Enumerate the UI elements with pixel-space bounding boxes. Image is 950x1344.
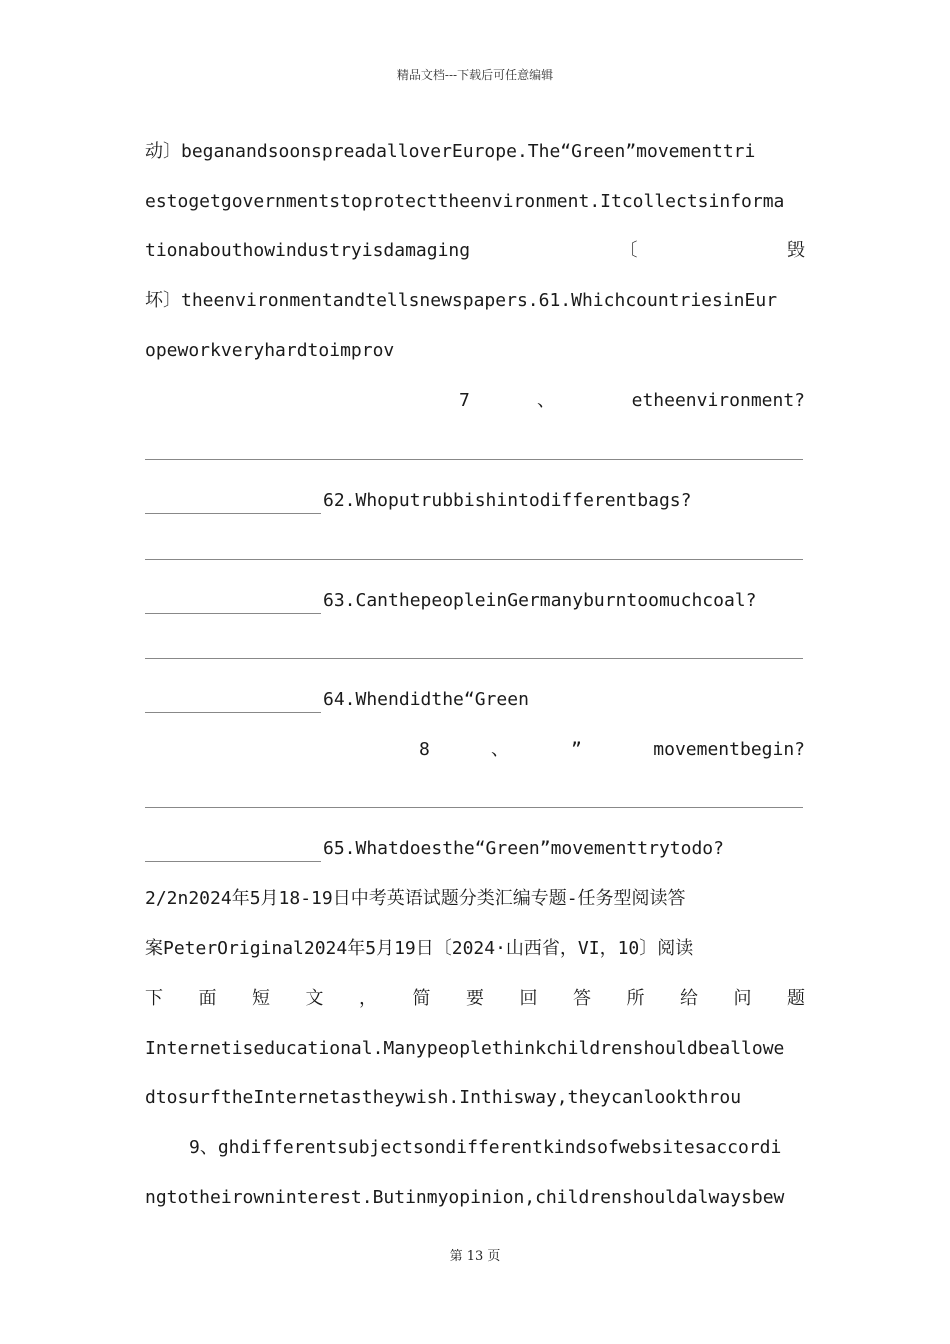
text-line: 2/2n2024年5月18-19日中考英语试题分类汇编专题-任务型阅读答 — [145, 888, 686, 909]
answer-blank — [145, 495, 321, 514]
text-segment: 7 — [459, 390, 470, 411]
text-char: 面 — [198, 988, 217, 1009]
text-line: ngtotheirowninterest.Butinmyopinion,childrenshouldalwaysbew — [145, 1187, 785, 1208]
text-char: 文 — [305, 988, 324, 1009]
text-segment: 、 — [491, 739, 509, 760]
text-segment: movementbegin? — [653, 739, 805, 760]
answer-line — [145, 559, 803, 560]
text-segment: etheenvironment? — [631, 390, 805, 411]
page-header: 精品文档---下载后可任意编辑 — [396, 68, 554, 82]
question-text: 65.Whatdoesthe“Green”movementtrytodo? — [323, 838, 724, 859]
question-line — [145, 588, 805, 614]
text-char: 简 — [412, 988, 431, 1009]
text-segment: tionabouthowindustryisdamaging — [145, 240, 471, 261]
text-segment: 、 — [537, 390, 555, 411]
text-char: 给 — [680, 988, 698, 1009]
answer-blank — [145, 843, 321, 862]
page-footer: 第 13 页 — [449, 1249, 501, 1264]
text-line: 坏〕theenvironmentandtellsnewspapers.61.WhichcountriesinEur — [145, 290, 778, 311]
text-char: 题 — [787, 988, 805, 1009]
answer-blank — [145, 694, 321, 713]
text-segment: 〔 — [619, 240, 638, 261]
text-line — [145, 986, 805, 1012]
text-line: opeworkveryhardtoimprov — [145, 340, 395, 361]
question-line — [145, 687, 805, 713]
text-char: 短 — [252, 988, 270, 1009]
text-line: dtosurftheInternetastheywish.Inthisway,theycanlookthrou — [145, 1087, 742, 1108]
text-line: 9、ghdifferentsubjectsondifferentkindsofwebsitesaccordi — [189, 1137, 782, 1158]
text-segment: 毁 — [786, 240, 805, 261]
text-segment: 8 — [419, 739, 430, 760]
text-char: 要 — [466, 988, 484, 1009]
text-char: 答 — [573, 988, 591, 1009]
text-line: 案PeterOriginal2024年5月19日〔2024·山西省，VI，10〕阅读 — [145, 938, 694, 959]
text-char: ， — [359, 988, 377, 1009]
text-segment: ” — [571, 739, 582, 760]
text-char: 下 — [145, 988, 163, 1009]
text-char: 回 — [519, 988, 538, 1009]
question-text: 62.Whoputrubbishintodifferentbags? — [323, 490, 692, 511]
question-line — [145, 836, 805, 862]
question-line — [145, 488, 805, 514]
text-line — [145, 388, 805, 414]
answer-blank — [145, 595, 321, 614]
text-line: 动〕beganandsoonspreadalloverEurope.The“Green”movementtri — [145, 141, 756, 162]
text-char: 所 — [626, 988, 645, 1009]
answer-line — [145, 658, 803, 659]
text-line — [145, 238, 805, 264]
answer-line — [145, 459, 803, 460]
question-text: 63.CanthepeopleinGermanyburntoomuchcoal? — [323, 590, 757, 611]
answer-line — [145, 807, 803, 808]
text-line: Internetiseducational.Manypeoplethinkchildrenshouldbeallowe — [145, 1038, 785, 1059]
text-line — [145, 737, 805, 763]
question-text: 64.Whendidthe“Green — [323, 689, 529, 710]
text-line: estogetgovernmentstoprotecttheenvironment.Itcollectsinforma — [145, 191, 785, 212]
text-char: 问 — [733, 988, 752, 1009]
